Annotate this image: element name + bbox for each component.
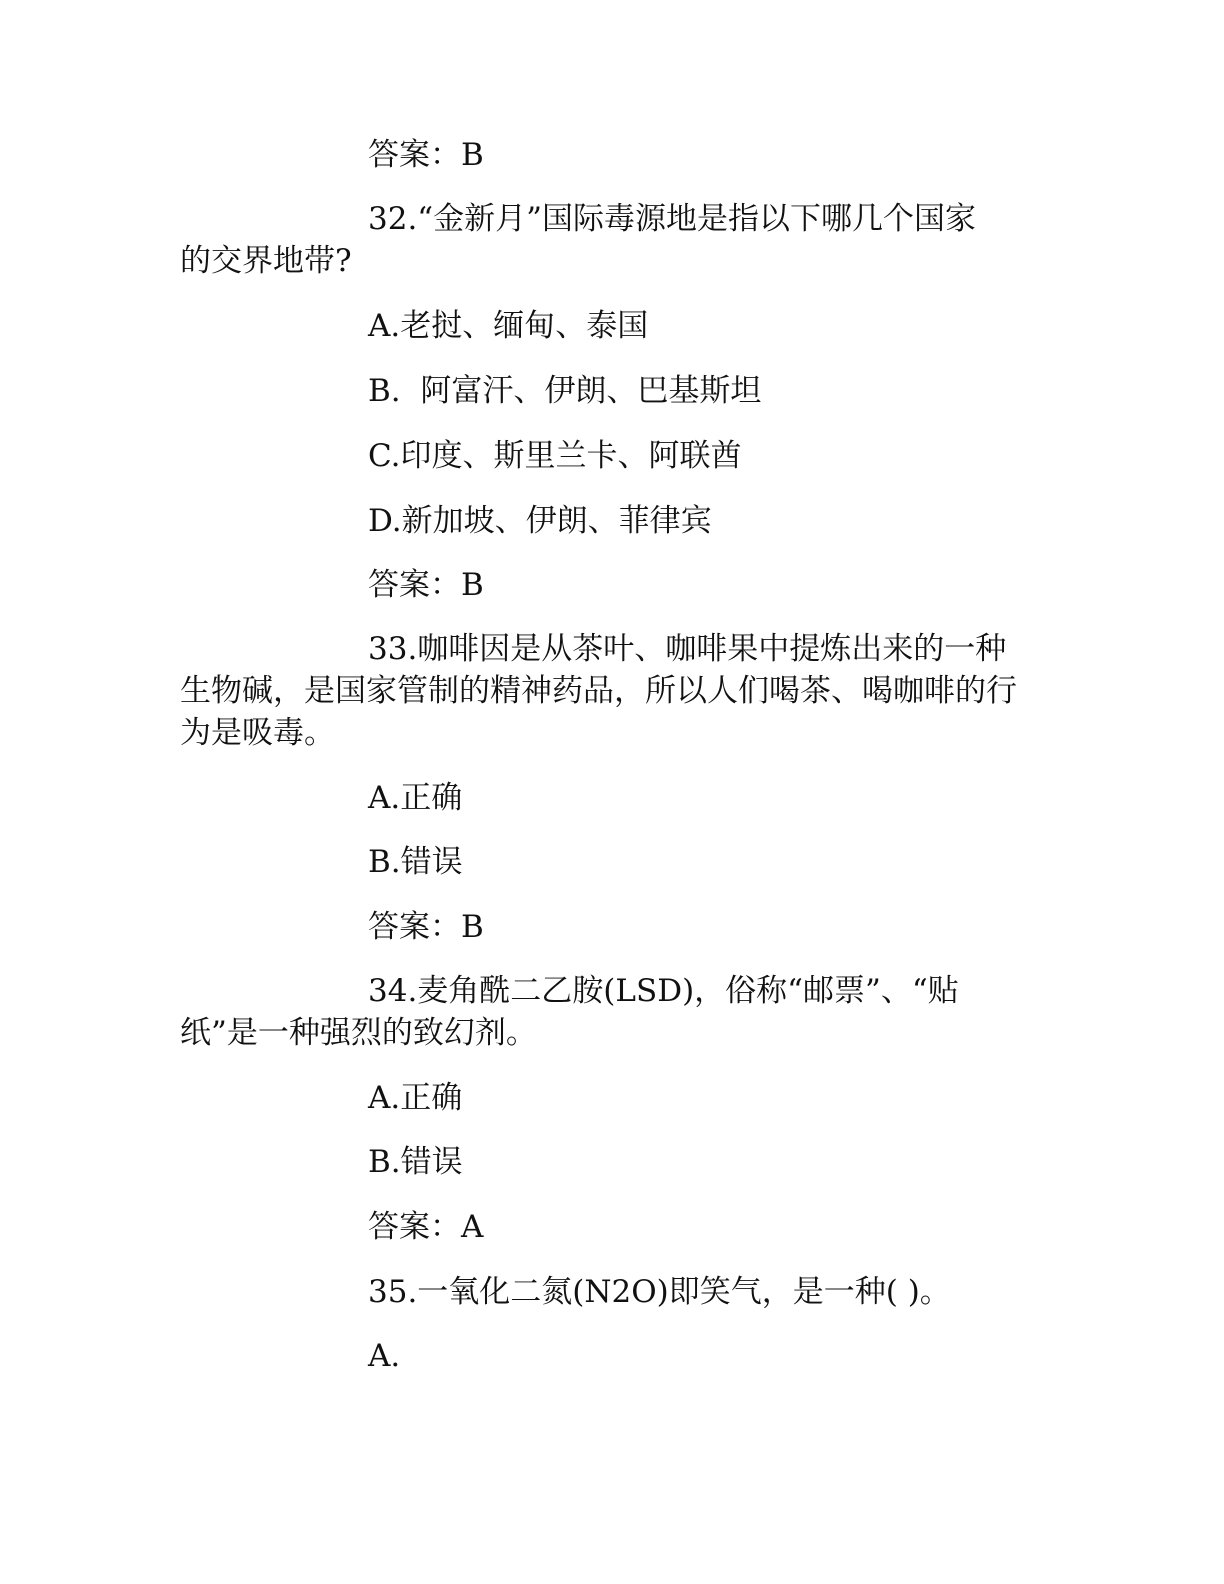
question-33-line-1: 33.咖啡因是从茶叶、咖啡果中提炼出来的一种 bbox=[368, 631, 1007, 667]
question-32-line-2: 的交界地带? bbox=[180, 243, 352, 279]
answer-33: 答案：B bbox=[368, 909, 484, 945]
question-34-option-b: B.错误 bbox=[368, 1144, 463, 1180]
question-34-option-a: A.正确 bbox=[368, 1080, 463, 1116]
question-33-line-2: 生物碱，是国家管制的精神药品，所以人们喝茶、喝咖啡的行 bbox=[180, 673, 1017, 709]
question-34-line-2: 纸”是一种强烈的致幻剂。 bbox=[180, 1015, 537, 1051]
question-34-line-1: 34.麦角酰二乙胺(LSD)，俗称“邮票”、“贴 bbox=[368, 973, 959, 1009]
question-32-line-1: 32.“金新月”国际毒源地是指以下哪几个国家 bbox=[368, 201, 976, 237]
question-35-option-a: A. bbox=[368, 1338, 401, 1374]
question-33-option-a: A.正确 bbox=[368, 780, 463, 816]
question-32-option-d: D.新加坡、伊朗、菲律宾 bbox=[368, 503, 712, 539]
answer-32: 答案：B bbox=[368, 567, 484, 603]
question-32-option-b: B. 阿富汗、伊朗、巴基斯坦 bbox=[368, 373, 762, 409]
question-35-line-1: 35.一氧化二氮(N2O)即笑气，是一种( )。 bbox=[368, 1274, 951, 1310]
question-32-option-a: A.老挝、缅甸、泰国 bbox=[368, 308, 649, 344]
answer-34: 答案：A bbox=[368, 1209, 484, 1245]
answer-31: 答案：B bbox=[368, 137, 484, 173]
question-33-option-b: B.错误 bbox=[368, 844, 463, 880]
question-33-line-3: 为是吸毒。 bbox=[180, 715, 335, 751]
question-32-option-c: C.印度、斯里兰卡、阿联酋 bbox=[368, 438, 742, 474]
